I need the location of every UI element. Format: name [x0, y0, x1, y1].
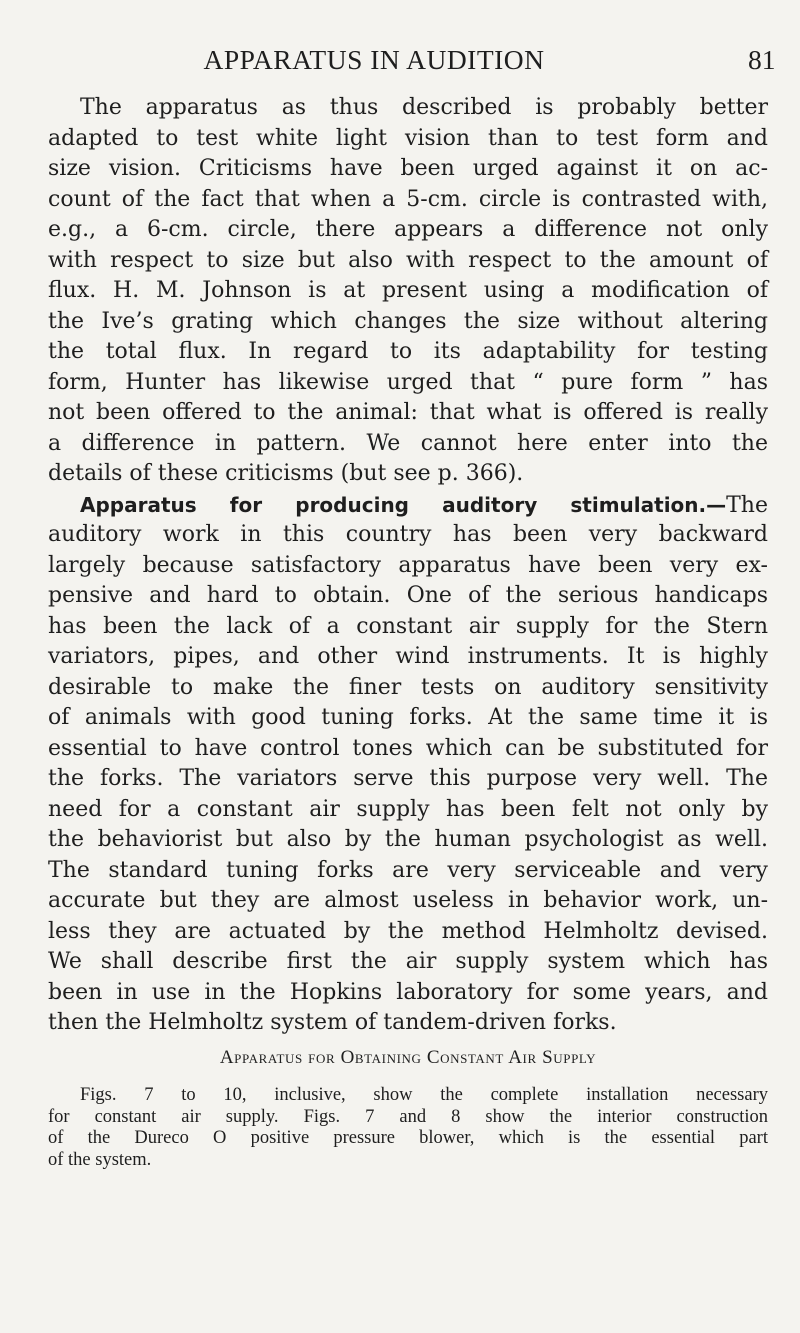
- text-line: The standard tuning forks are very serviceable and very: [48, 857, 768, 883]
- text-line: of animals with good tuning forks. At the same time it is: [48, 705, 768, 730]
- text-line: a difference in pattern. We cannot here enter into the: [48, 430, 768, 456]
- text-line: largely because satisfactory apparatus have been very ex-: [48, 552, 768, 578]
- text-line: desirable to make the finer tests on auditory sensitivity: [48, 674, 768, 700]
- text-line: the Ive’s grating which changes the size without altering: [48, 308, 768, 334]
- text-line: the total flux. In regard to its adaptability for testing: [48, 339, 768, 364]
- text-line: of the Dureco O positive pressure blower, which is the essential part: [48, 1128, 768, 1148]
- text-line: The apparatus as thus described is probably better: [80, 95, 768, 120]
- text-line: details of these criticisms (but see p. 366).: [48, 461, 524, 486]
- text-line: the forks. The variators serve this purpose very well. The: [48, 766, 768, 791]
- text-fragment: The: [726, 492, 768, 518]
- text-line: e.g., a 6-cm. circle, there appears a difference not only: [48, 217, 768, 242]
- small-print-paragraph: [48, 1085, 768, 1171]
- text-line: not been offered to the animal: that what is offered is really: [48, 400, 768, 425]
- text-line: essential to have control tones which can be substituted for: [48, 735, 768, 761]
- text-line: has been the lack of a constant air supply for the Stern: [48, 613, 768, 639]
- paragraph-auditory-apparatus: [48, 490, 768, 1039]
- text-line: auditory work in this country has been very backward: [48, 522, 768, 547]
- text-line: with respect to size but also with respect to the amount of: [48, 247, 768, 273]
- text-line: flux. H. M. Johnson is at present using a modification of: [48, 278, 768, 303]
- text-line: Figs. 7 to 10, inclusive, show the complete installation necessary: [80, 1085, 768, 1105]
- running-head: [48, 44, 800, 80]
- text-line: less they are actuated by the method Helmholtz devised.: [48, 918, 768, 944]
- text-line: the behaviorist but also by the human psychologist as well.: [48, 827, 768, 852]
- text-line: adapted to test white light vision than to test form and: [48, 125, 768, 151]
- main-text: [48, 93, 768, 1039]
- page-number: 81: [748, 44, 776, 75]
- section-heading: Apparatus for Obtaining Constant Air Supply: [219, 1047, 597, 1068]
- text-line: We shall describe first the air supply system which has: [48, 949, 768, 974]
- text-line: then the Helmholtz system of tandem-driven forks.: [48, 1010, 617, 1035]
- text-line: been in use in the Hopkins laboratory for some years, and: [48, 979, 768, 1005]
- paragraph-flux-criticism: [48, 93, 768, 490]
- text-line: count of the fact that when a 5-cm. circle is contrasted with,: [48, 186, 768, 212]
- text-line: of the system.: [48, 1149, 152, 1170]
- running-title: APPARATUS IN AUDITION: [203, 44, 545, 75]
- text-line: need for a constant air supply has been felt not only by: [48, 796, 768, 822]
- run-in-heading: Apparatus for producing auditory stimulation.—: [80, 492, 727, 517]
- text-line: for constant air supply. Figs. 7 and 8 show the interior construction: [48, 1106, 768, 1127]
- text-line: form, Hunter has likewise urged that “ pure form ” has: [48, 369, 768, 395]
- text-line: size vision. Criticisms have been urged against it on ac-: [48, 156, 768, 181]
- text-line: variators, pipes, and other wind instruments. It is highly: [48, 644, 768, 669]
- text-line: pensive and hard to obtain. One of the serious handicaps: [48, 583, 768, 608]
- text-line: [48, 490, 768, 521]
- text-line: accurate but they are almost useless in behavior work, un-: [48, 888, 768, 913]
